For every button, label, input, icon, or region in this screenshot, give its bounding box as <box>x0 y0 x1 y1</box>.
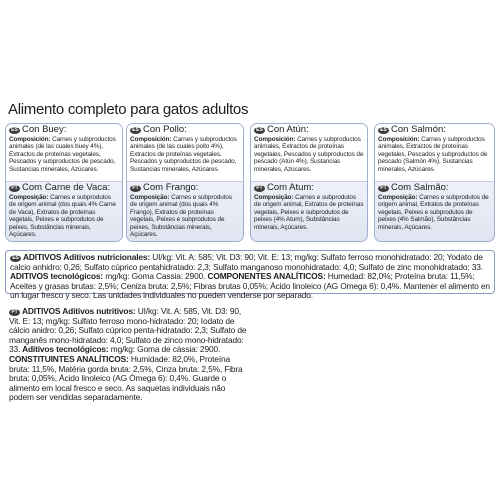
recipe-name-pt: Com Salmão: <box>391 182 449 193</box>
composition-text: Carnes e subprodutos de origem animal (dos quais 4% Carne de Vaca), Extratos de proteínas vegetais, Peixes e subprodutos de peixes, Substâncias minerais, Açúcares. <box>9 194 116 239</box>
es-flag-icon: ES <box>9 127 20 134</box>
es-section <box>127 124 243 179</box>
composition-text: Carnes e subprodutos de origem animal, Extratos de proteínas vegetais, Peixes e subprodutos de peixes (4% Salmão), Substâncias minerais, Açúcares. <box>378 194 489 231</box>
pt-additives-block <box>5 305 493 423</box>
analytical-label: COMPONENTES ANALÍTICOS: <box>205 271 326 282</box>
additives-label: ADITIVOS Aditivos nutritivos: <box>22 306 136 316</box>
es-section <box>375 124 494 179</box>
pt-flag-icon: PT <box>130 185 141 192</box>
composition-label: Composição: <box>254 194 294 201</box>
pt-flag-icon: PT <box>254 185 265 192</box>
composition-text: Carnes y subproductos animales, Extractos de proteínas vegetales, Pescados y subproductos de pescado (Salmón 4%), Sustancias minerales, Azúcares. <box>378 136 488 173</box>
composition-text: Carnes y subproductos animales (de las cuales buey 4%), Extractos de proteínas vegetales, Pescados y subproductos de pescado, Sustancias minerales, Azúcares. <box>9 136 116 173</box>
tech-additives-label: Aditivos tecnológicos: <box>20 344 109 355</box>
composition-text: Carnes y subproductos animales, Extractos de proteínas vegetales, Pescados y subproductos de pescado (Atún 4%), Sustancias minerales, Azúcares. <box>254 136 364 173</box>
recipe-name-pt: Com Atum: <box>267 182 314 193</box>
tech-additives-text: mg/kg: Goma de cássia: 2900. <box>108 344 221 355</box>
composition-label: Composición: <box>254 136 296 143</box>
analytical-text: Humidade: 82,0%, Proteína bruta: 11,5%, Matéria gorda bruta: 2,5%, Cinza bruta: 2,5%, Fibra bruta: 0,05%, Ácido linoleico (AG Ómega 6): 0,4%. Guarde o alimento em local fresco e seco. As saquetas individuais não podem ser vendidas separadamente. <box>9 353 243 403</box>
recipe-name-es: Con Atún: <box>267 124 309 135</box>
page-title: Alimento completo para gatos adultos <box>8 101 249 118</box>
recipe-name-pt: Com Frango: <box>143 182 199 193</box>
composition-label: Composición: <box>130 136 172 143</box>
es-flag-icon: ES <box>10 255 21 262</box>
recipe-name-es: Con Buey: <box>22 124 67 135</box>
recipe-column-tuna <box>250 123 368 242</box>
recipe-column-chicken <box>126 123 244 242</box>
recipe-name-es: Con Salmón: <box>391 124 446 135</box>
pt-section <box>127 181 243 242</box>
recipe-name-pt: Com Carne de Vaca: <box>22 182 111 193</box>
additives-label: ADITIVOS Aditivos nutricionales: <box>23 252 151 262</box>
composition-label: Composição: <box>130 194 170 201</box>
es-flag-icon: ES <box>254 127 265 134</box>
pt-flag-icon: PT <box>9 309 20 316</box>
es-flag-icon: ES <box>130 127 141 134</box>
composition-label: Composição: <box>378 194 418 201</box>
recipe-column-salmon <box>374 123 495 242</box>
composition-label: Composição: <box>9 194 49 201</box>
composition-text: Carnes e subprodutos de origem animal, Extratos de proteínas vegetais, Peixes e subprodutos de peixes (4% Atum), Substâncias minerais, Açúcares. <box>254 194 364 231</box>
recipe-name-es: Con Pollo: <box>143 124 187 135</box>
additives-text: UI/kg: Vit. A: 585, Vit. D3: 90, Vit. E: 13; mg/kg: Sulfato ferroso mono-hidratado: 20; Iodato de cálcio anidro: 0,26; Sulfato cúprico penta-hidratado: 2,3; Sulfato de manganês mono-hidratado: 4,0; Sulfato de zinco mono-hidratado: 33. <box>9 306 247 355</box>
additives-text: UI/kg: Vit. A: 585; Vit. D3: 90; Vit. E: 13; mg/kg: Sulfato ferroso monohidratado: 20; Yodato de calcio anhidro: 0,26; Sulfato cúprico pentahidratado: 2,3; Sulfato manganoso monohidratado: 4,0; Sulfato de zinc monohidratado: 33. <box>10 252 483 272</box>
composition-text: Carnes e subprodutos de origem animal (dos quais 4% Frango), Extratos de proteínas vegetais, Peixes e subprodutos de peixes, Substâncias minerais, Açúcares. <box>130 194 232 239</box>
analytical-label: CONSTITUINTES ANALÍTICOS: <box>9 353 129 364</box>
pt-flag-icon: PT <box>378 185 389 192</box>
analytical-text: Humedad: 82,0%; Proteína bruta: 11,5%; Aceites y grasas brutas: 2,5%; Ceniza bruta: 2,5%; Fibras brutas 0,05%; Ácido linoleico (AG Omega 6): 0,4%. Mantener el alimento en un lugar fresco y seco. Las unidades individuales no pueden venderse por separado. <box>10 271 490 301</box>
tech-additives-text: mg/kg: Goma Cassia: 2900. <box>103 271 206 282</box>
es-section <box>251 124 367 179</box>
es-section <box>6 124 122 179</box>
composition-label: Composición: <box>378 136 420 143</box>
recipe-column-beef <box>5 123 123 242</box>
pt-section <box>251 181 367 242</box>
pt-section <box>375 181 494 242</box>
pt-section <box>6 181 122 242</box>
es-flag-icon: ES <box>378 127 389 134</box>
es-additives-block <box>5 250 495 301</box>
pt-flag-icon: PT <box>9 185 20 192</box>
composition-text: Carnes y subproductos animales (de las cuales pollo 4%), Extractos de proteínas vegetales, Pescados y subproductos de pescado, Sustancias minerales, Azúcares. <box>130 136 237 173</box>
tech-additives-label: ADITIVOS tecnológicos: <box>10 271 104 282</box>
composition-label: Composición: <box>9 136 51 143</box>
